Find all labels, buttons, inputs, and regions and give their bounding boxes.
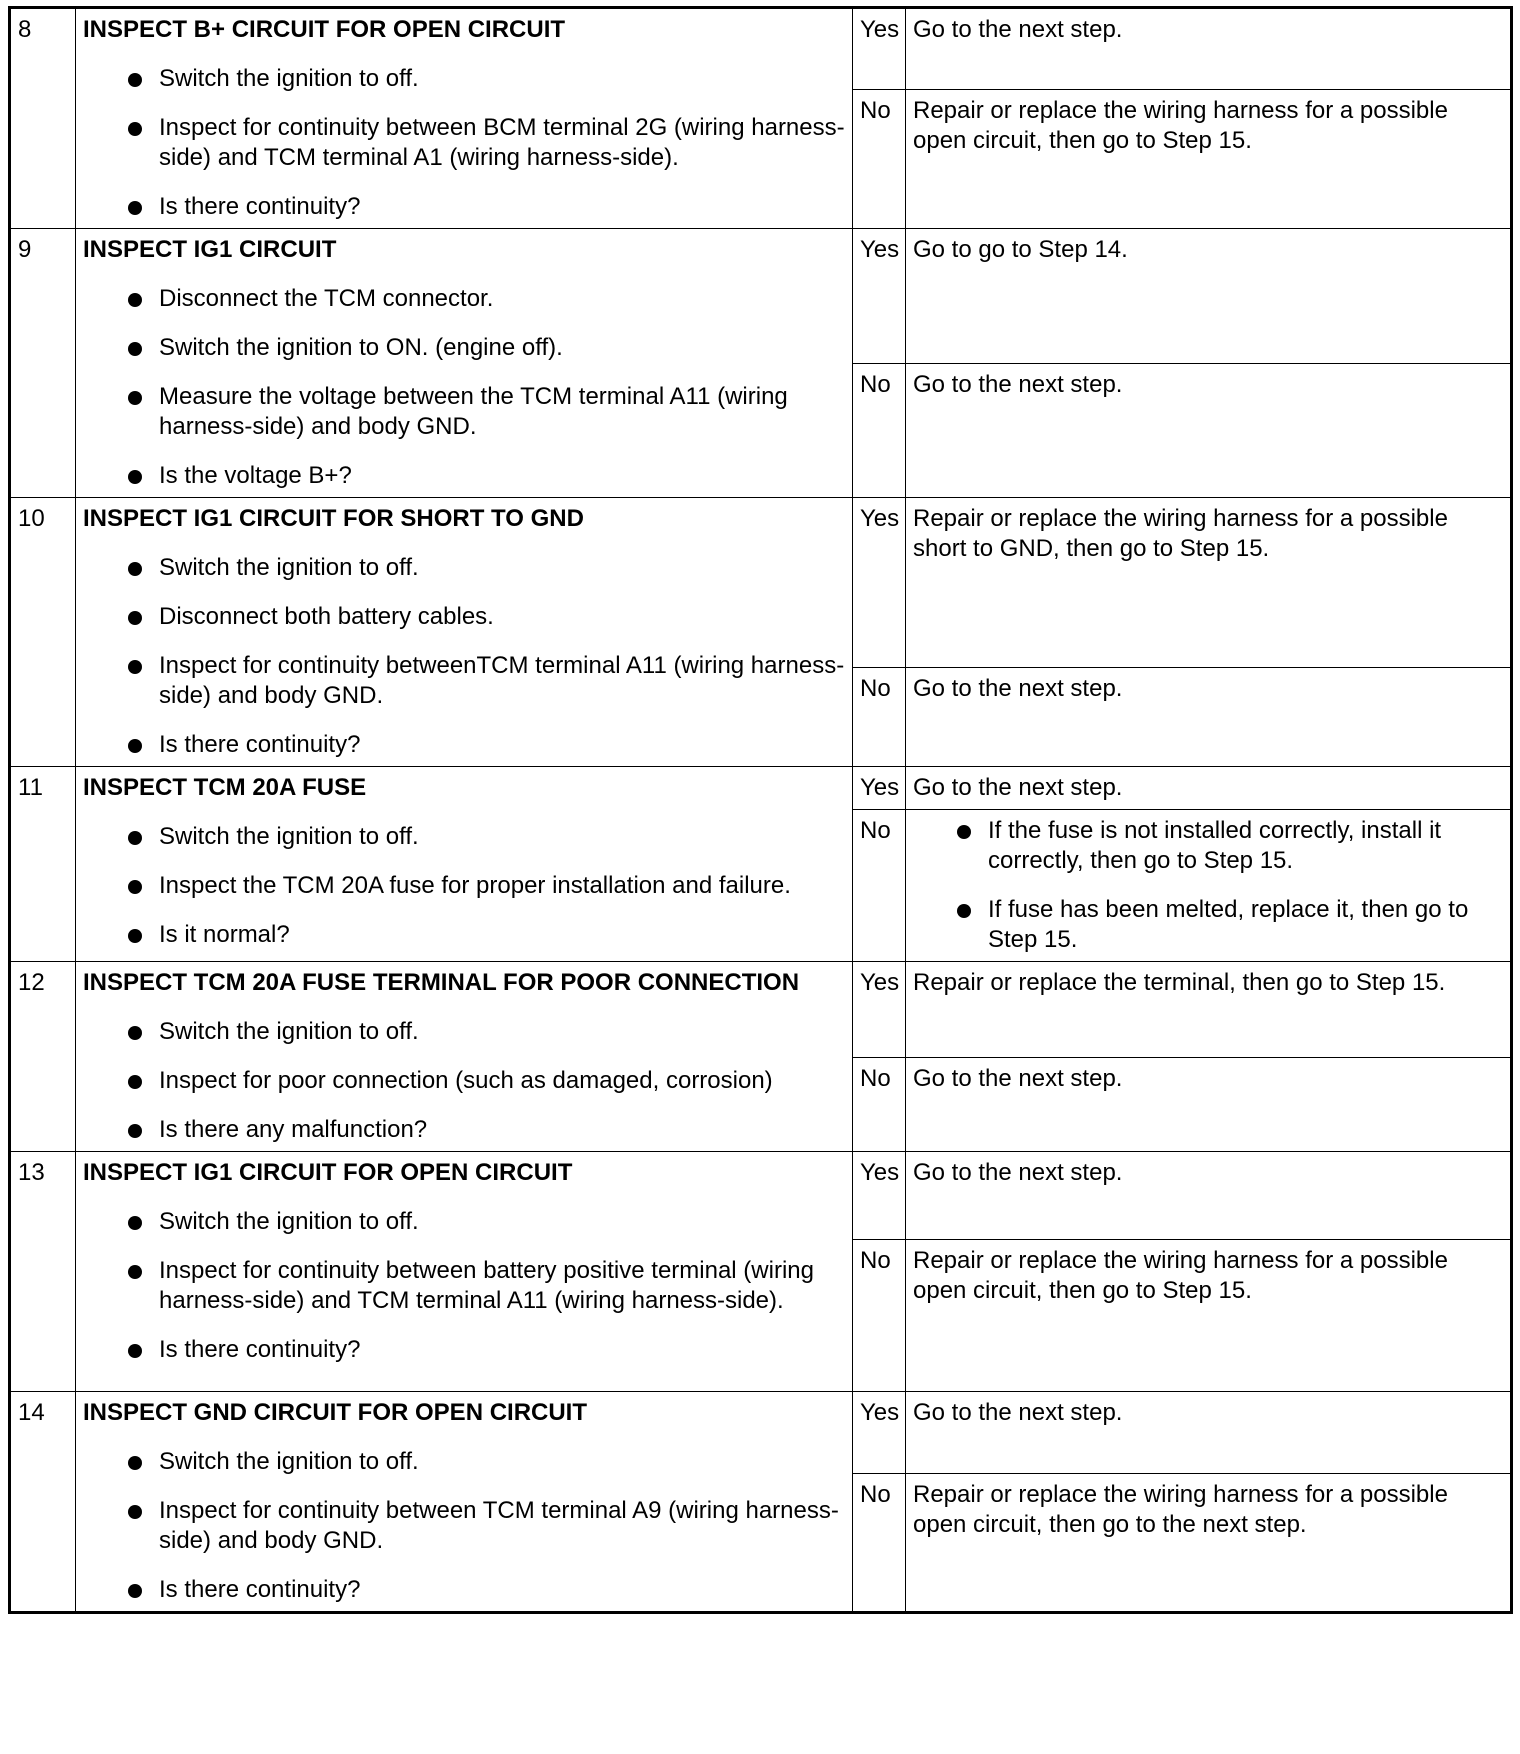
no-action: Go to the next step. bbox=[906, 363, 1512, 498]
step-bullet-text: Switch the ignition to off. bbox=[159, 554, 419, 581]
bullet-icon bbox=[128, 293, 142, 307]
step-bullet-text: Disconnect the TCM connector. bbox=[159, 285, 494, 312]
step-bullet-item bbox=[83, 64, 846, 94]
step-description bbox=[76, 1152, 853, 1392]
no-action: Repair or replace the wiring harness for a possible open circuit, then go to Step 15. bbox=[906, 1240, 1512, 1392]
diagnostic-table-body bbox=[10, 8, 1512, 1613]
yes-action: Go to the next step. bbox=[906, 1392, 1512, 1474]
bullet-icon bbox=[128, 1026, 142, 1040]
bullet-icon bbox=[128, 391, 142, 405]
bullet-icon bbox=[128, 562, 142, 576]
step-bullet-text: Is the voltage B+? bbox=[159, 462, 352, 489]
yes-label: Yes bbox=[853, 1152, 906, 1240]
step-number: 10 bbox=[10, 498, 76, 767]
bullet-icon bbox=[128, 1216, 142, 1230]
bullet-icon bbox=[128, 1344, 142, 1358]
no-action: Repair or replace the wiring harness for a possible open circuit, then go to Step 15. bbox=[906, 90, 1512, 229]
step-bullet-item bbox=[83, 1017, 846, 1047]
bullet-icon bbox=[128, 1124, 142, 1138]
bullet-icon bbox=[128, 1265, 142, 1279]
step-bullet-list bbox=[83, 822, 846, 950]
step-description bbox=[76, 8, 853, 229]
step-bullet-item bbox=[83, 730, 846, 760]
step-bullet-text: Is there continuity? bbox=[159, 1576, 361, 1603]
step-bullet-text: Switch the ignition to off. bbox=[159, 1448, 419, 1475]
yes-action: Go to the next step. bbox=[906, 8, 1512, 90]
no-label: No bbox=[853, 90, 906, 229]
yes-action: Repair or replace the terminal, then go to Step 15. bbox=[906, 962, 1512, 1058]
no-label: No bbox=[853, 1240, 906, 1392]
step-bullet-item bbox=[83, 1207, 846, 1237]
step-bullet-item bbox=[83, 1066, 846, 1096]
bullet-icon bbox=[128, 660, 142, 674]
step-bullet-text: Disconnect both battery cables. bbox=[159, 603, 494, 630]
step-bullet-text: Is it normal? bbox=[159, 921, 290, 948]
yes-action: Repair or replace the wiring harness for a possible short to GND, then go to Step 15. bbox=[906, 498, 1512, 668]
step-row-yes bbox=[10, 229, 1512, 364]
no-label: No bbox=[853, 1474, 906, 1613]
yes-label: Yes bbox=[853, 1392, 906, 1474]
step-bullet-text: Switch the ignition to off. bbox=[159, 823, 419, 850]
no-action: Repair or replace the wiring harness for a possible open circuit, then go to the next step. bbox=[906, 1474, 1512, 1613]
step-bullet-list bbox=[83, 1447, 846, 1605]
bullet-icon bbox=[128, 1505, 142, 1519]
bullet-icon bbox=[128, 1075, 142, 1089]
step-number: 14 bbox=[10, 1392, 76, 1613]
step-description bbox=[76, 229, 853, 498]
step-bullet-text: Is there any malfunction? bbox=[159, 1116, 428, 1143]
step-bullet-item bbox=[83, 192, 846, 222]
step-number: 12 bbox=[10, 962, 76, 1152]
bullet-icon bbox=[128, 880, 142, 894]
step-row-yes bbox=[10, 8, 1512, 90]
no-action: Go to the next step. bbox=[906, 668, 1512, 767]
step-description bbox=[76, 962, 853, 1152]
step-title: INSPECT TCM 20A FUSE TERMINAL FOR POOR CONNECTION bbox=[83, 969, 800, 996]
yes-action: Go to the next step. bbox=[906, 767, 1512, 810]
step-bullet-item bbox=[83, 553, 846, 583]
step-bullet-text: Switch the ignition to off. bbox=[159, 65, 419, 92]
yes-label: Yes bbox=[853, 229, 906, 364]
bullet-icon bbox=[128, 201, 142, 215]
step-title: INSPECT IG1 CIRCUIT FOR SHORT TO GND bbox=[83, 505, 584, 532]
bullet-icon bbox=[128, 1584, 142, 1598]
bullet-icon bbox=[128, 122, 142, 136]
step-bullet-item bbox=[83, 461, 846, 491]
bullet-icon bbox=[128, 831, 142, 845]
step-bullet-item bbox=[83, 1575, 846, 1605]
diagnostic-procedure-table bbox=[8, 6, 1513, 1614]
step-title: INSPECT B+ CIRCUIT FOR OPEN CIRCUIT bbox=[83, 16, 566, 43]
step-description bbox=[76, 1392, 853, 1613]
no-action-bullet-item bbox=[913, 816, 1504, 876]
step-row-yes bbox=[10, 1152, 1512, 1240]
yes-label: Yes bbox=[853, 767, 906, 810]
step-bullet-item bbox=[83, 1115, 846, 1145]
step-bullet-item bbox=[83, 920, 846, 950]
step-bullet-list bbox=[83, 1207, 846, 1365]
no-action-bullet-item bbox=[913, 895, 1504, 955]
step-bullet-item bbox=[83, 284, 846, 314]
bullet-icon bbox=[957, 825, 971, 839]
bullet-icon bbox=[128, 611, 142, 625]
bullet-icon bbox=[128, 929, 142, 943]
step-bullet-text: Is there continuity? bbox=[159, 1336, 361, 1363]
step-bullet-item bbox=[83, 1256, 846, 1316]
yes-label: Yes bbox=[853, 498, 906, 668]
step-bullet-item bbox=[83, 822, 846, 852]
step-bullet-text: Measure the voltage between the TCM terminal A11 (wiring harness-side) and body GND. bbox=[159, 383, 788, 440]
bullet-icon bbox=[128, 470, 142, 484]
no-action-bullet-list bbox=[913, 816, 1504, 955]
yes-label: Yes bbox=[853, 8, 906, 90]
step-title: INSPECT IG1 CIRCUIT FOR OPEN CIRCUIT bbox=[83, 1159, 573, 1186]
yes-action: Go to the next step. bbox=[906, 1152, 1512, 1240]
step-bullet-item bbox=[83, 333, 846, 363]
step-bullet-list bbox=[83, 553, 846, 760]
step-bullet-item bbox=[83, 1447, 846, 1477]
step-number: 8 bbox=[10, 8, 76, 229]
step-number: 11 bbox=[10, 767, 76, 962]
step-bullet-text: Inspect the TCM 20A fuse for proper installation and failure. bbox=[159, 872, 791, 899]
step-bullet-item bbox=[83, 1496, 846, 1556]
step-bullet-item bbox=[83, 113, 846, 173]
step-bullet-text: Inspect for continuity betweenTCM terminal A11 (wiring harness-side) and body GND. bbox=[159, 652, 845, 709]
bullet-icon bbox=[128, 73, 142, 87]
step-description bbox=[76, 767, 853, 962]
yes-label: Yes bbox=[853, 962, 906, 1058]
step-bullet-item bbox=[83, 602, 846, 632]
step-bullet-item bbox=[83, 651, 846, 711]
step-title: INSPECT GND CIRCUIT FOR OPEN CIRCUIT bbox=[83, 1399, 588, 1426]
bullet-icon bbox=[128, 342, 142, 356]
step-bullet-text: Inspect for poor connection (such as damaged, corrosion) bbox=[159, 1067, 773, 1094]
step-bullet-list bbox=[83, 1017, 846, 1145]
step-bullet-text: Inspect for continuity between battery positive terminal (wiring harness-side) and TCM terminal A11 (wiring harness-side). bbox=[159, 1257, 814, 1314]
yes-action: Go to go to Step 14. bbox=[906, 229, 1512, 364]
step-bullet-text: Switch the ignition to off. bbox=[159, 1018, 419, 1045]
step-bullet-text: Inspect for continuity between BCM terminal 2G (wiring harness-side) and TCM terminal A1 (wiring harness-side). bbox=[159, 114, 845, 171]
step-bullet-text: Inspect for continuity between TCM terminal A9 (wiring harness-side) and body GND. bbox=[159, 1497, 839, 1554]
bullet-icon bbox=[128, 739, 142, 753]
no-label: No bbox=[853, 363, 906, 498]
step-row-yes bbox=[10, 1392, 1512, 1474]
no-label: No bbox=[853, 1057, 906, 1152]
step-bullet-text: Is there continuity? bbox=[159, 731, 361, 758]
step-row-yes bbox=[10, 498, 1512, 668]
step-row-yes bbox=[10, 962, 1512, 1058]
step-bullet-list bbox=[83, 64, 846, 222]
step-title: INSPECT IG1 CIRCUIT bbox=[83, 236, 337, 263]
step-number: 13 bbox=[10, 1152, 76, 1392]
step-bullet-item bbox=[83, 871, 846, 901]
step-bullet-text: Is there continuity? bbox=[159, 193, 361, 220]
bullet-icon bbox=[128, 1456, 142, 1470]
step-description bbox=[76, 498, 853, 767]
step-bullet-item bbox=[83, 1335, 846, 1365]
no-action bbox=[906, 810, 1512, 962]
step-number: 9 bbox=[10, 229, 76, 498]
step-bullet-text: Switch the ignition to ON. (engine off). bbox=[159, 334, 563, 361]
no-action-bullet-text: If fuse has been melted, replace it, then go to Step 15. bbox=[988, 896, 1469, 953]
bullet-icon bbox=[957, 904, 971, 918]
step-title: INSPECT TCM 20A FUSE bbox=[83, 774, 367, 801]
no-label: No bbox=[853, 810, 906, 962]
step-bullet-list bbox=[83, 284, 846, 491]
step-row-yes bbox=[10, 767, 1512, 810]
step-bullet-item bbox=[83, 382, 846, 442]
step-bullet-text: Switch the ignition to off. bbox=[159, 1208, 419, 1235]
no-action: Go to the next step. bbox=[906, 1057, 1512, 1152]
no-label: No bbox=[853, 668, 906, 767]
no-action-bullet-text: If the fuse is not installed correctly, install it correctly, then go to Step 15. bbox=[988, 817, 1442, 874]
